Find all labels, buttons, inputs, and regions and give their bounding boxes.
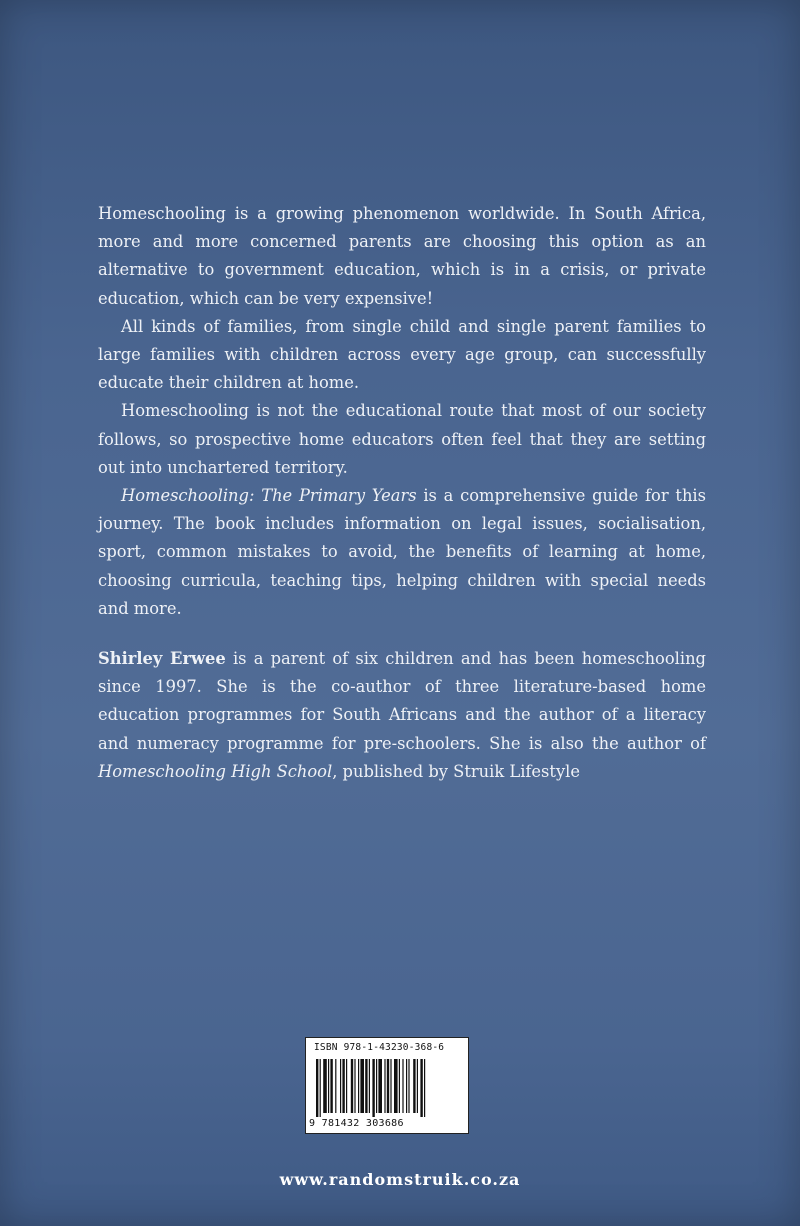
author-bio: [98, 645, 706, 786]
blurb-paragraph-3: Homeschooling is not the educational route that most of our society follows, so prospective home educators often feel that they are setting out into unchartered territory.: [98, 401, 706, 477]
blurb-text: [98, 200, 706, 786]
author-bio-text: is a parent of six children and has been homeschooling since 1997. She is the co-author of three literature-based home education programmes for South Africans and the author of a literacy and numeracy programme for pre-schoolers. She is also the author of: [98, 649, 706, 753]
author-name: Shirley Erwee: [98, 649, 226, 669]
author-bio-end: , published by Struik Lifestyle: [332, 761, 580, 781]
isbn-label: ISBN 978-1-43230-368-6: [314, 1042, 445, 1053]
blurb-paragraph-4: [98, 482, 706, 623]
isbn-barcode: [305, 1037, 469, 1134]
book-title: Homeschooling: The Primary Years: [121, 486, 417, 506]
barcode-digits: 9 781432 303686: [309, 1118, 404, 1129]
publisher-website[interactable]: www.randomstruik.co.za: [279, 1170, 521, 1189]
blurb-paragraph-4-text: is a comprehensive guide for this journey. The book includes information on legal issues, socialisation, sport, common mistakes to avoid, the benefits of learning at home, choosing curricula, teaching tips, helping children with special needs and more.: [98, 486, 706, 618]
barcode-bars: [316, 1059, 458, 1117]
blurb-paragraph-2: All kinds of families, from single child and single parent families to large families with children across every age group, can successfully educate their children at home.: [98, 316, 706, 393]
other-book-title: Homeschooling High School: [98, 761, 333, 781]
blurb-paragraph-1: Homeschooling is a growing phenomenon worldwide. In South Africa, more and more concerned parents are choosing this option as an alternative to government education, which is in a crisis, or private education, which can be very expensive!: [98, 204, 706, 308]
